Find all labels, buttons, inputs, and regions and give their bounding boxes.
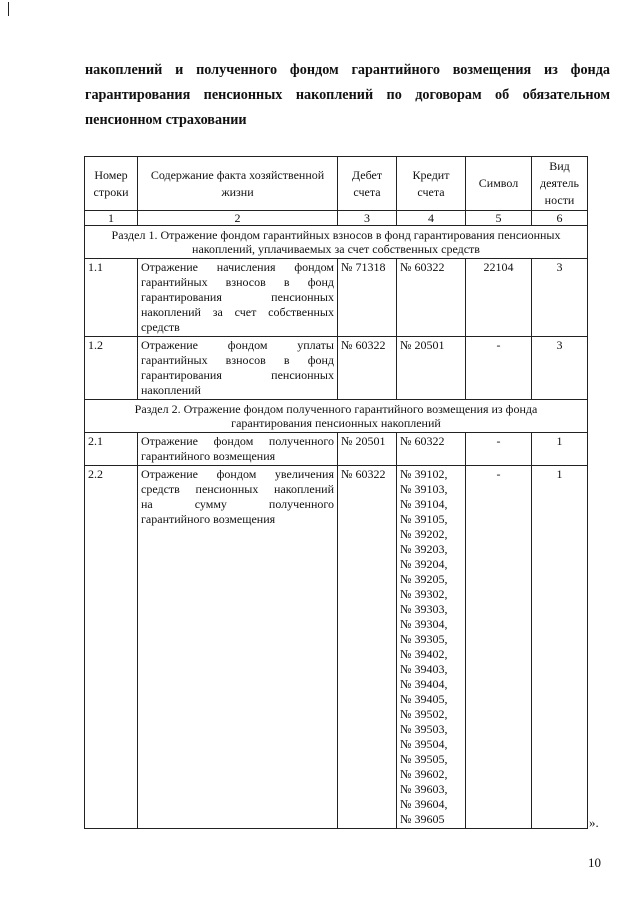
margin-mark xyxy=(8,2,9,16)
section-title xyxy=(85,226,588,259)
section-title-line: накоплений, уплачиваемых за счет собственных средств xyxy=(192,242,480,256)
table-row xyxy=(85,433,588,466)
credit-account-item: № 39402, xyxy=(400,647,448,661)
row-number: 2.2 xyxy=(85,466,138,829)
description-line: средств пенсионных накоплений xyxy=(141,482,334,496)
credit-account-item: № 60322 xyxy=(400,434,445,448)
section-title-line: Раздел 1. Отражение фондом гарантийных взносов в фонд гарантирования пенсионных xyxy=(111,228,561,242)
description-line: накоплений xyxy=(141,383,201,397)
description-line: гарантийных взносов в фонд xyxy=(141,353,334,367)
row-number: 2.1 xyxy=(85,433,138,466)
description-line: на сумму полученного xyxy=(141,497,334,511)
section-title xyxy=(85,400,588,433)
section-title-row xyxy=(85,226,588,259)
credit-account-item: № 39503, xyxy=(400,722,448,736)
column-number: 4 xyxy=(397,211,466,226)
description-line: Отражение фондом полученного xyxy=(141,434,334,448)
description-line: гарантийного возмещения xyxy=(141,512,276,526)
credit-account-item: № 39504, xyxy=(400,737,448,751)
credit-account xyxy=(397,259,466,337)
heading-line: накоплений и полученного фондом гарантийного возмещения из фонда xyxy=(85,62,610,78)
description-line: гарантирования пенсионных xyxy=(141,290,334,304)
description-line: гарантийного возмещения xyxy=(141,449,276,463)
row-description xyxy=(138,259,338,337)
credit-account-item: № 39404, xyxy=(400,677,448,691)
row-description xyxy=(138,433,338,466)
credit-account-item: № 39303, xyxy=(400,602,448,616)
description-line: Отражение фондом уплаты xyxy=(141,338,334,352)
description-line: Отражение начисления фондом xyxy=(141,260,334,274)
activity-cell: 3 xyxy=(532,259,588,337)
section-title-row xyxy=(85,400,588,433)
credit-account-item: № 39403, xyxy=(400,662,448,676)
credit-account-item: № 39304, xyxy=(400,617,448,631)
debit-account: № 20501 xyxy=(338,433,397,466)
activity-cell: 3 xyxy=(532,337,588,400)
header-activity: Вид деятель ности xyxy=(532,157,588,211)
symbol-cell: - xyxy=(466,433,532,466)
credit-account-item: № 20501 xyxy=(400,338,445,352)
credit-account-item: № 39102, xyxy=(400,467,448,481)
column-number: 1 xyxy=(85,211,138,226)
symbol-cell: - xyxy=(466,466,532,829)
document-heading xyxy=(85,58,610,133)
column-number: 2 xyxy=(138,211,338,226)
credit-account-item: № 39305, xyxy=(400,632,448,646)
credit-account-item: № 39604, xyxy=(400,797,448,811)
section-title-line: Раздел 2. Отражение фондом полученного гарантийного возмещения из фонда xyxy=(134,402,538,416)
credit-account-item: № 39505, xyxy=(400,752,448,766)
description-line: средств xyxy=(141,320,180,334)
column-number: 6 xyxy=(532,211,588,226)
description-line: Отражение фондом увеличения xyxy=(141,467,334,481)
heading-line: гарантирования пенсионных накоплений по договорам об обязательном xyxy=(85,87,610,103)
heading-line: пенсионном страховании xyxy=(85,112,247,128)
row-number: 1.1 xyxy=(85,259,138,337)
credit-account-item: № 39405, xyxy=(400,692,448,706)
credit-account-item: № 39105, xyxy=(400,512,448,526)
credit-account-list xyxy=(397,466,466,829)
credit-account-item: № 39103, xyxy=(400,482,448,496)
table-row xyxy=(85,337,588,400)
credit-account xyxy=(397,337,466,400)
credit-account-item: № 39603, xyxy=(400,782,448,796)
credit-account-item: № 39202, xyxy=(400,527,448,541)
activity-cell: 1 xyxy=(532,466,588,829)
page-number: 10 xyxy=(588,855,601,870)
table-header-row xyxy=(85,157,588,211)
credit-account-item: № 39205, xyxy=(400,572,448,586)
closing-quote-mark: ». xyxy=(589,815,599,830)
symbol-cell: 22104 xyxy=(466,259,532,337)
debit-account: № 60322 xyxy=(338,466,397,829)
symbol-cell: - xyxy=(466,337,532,400)
credit-account-item: № 39204, xyxy=(400,557,448,571)
section-title-line: гарантирования пенсионных накоплений xyxy=(231,416,441,430)
column-number-row xyxy=(85,211,588,226)
table-row xyxy=(85,259,588,337)
credit-account-item: № 39605 xyxy=(400,812,445,826)
header-row-number: Номер строки xyxy=(85,157,138,211)
debit-account: № 71318 xyxy=(338,259,397,337)
credit-account-item: № 39104, xyxy=(400,497,448,511)
accounting-entries-table xyxy=(84,156,588,829)
row-description xyxy=(138,337,338,400)
description-line: гарантирования пенсионных xyxy=(141,368,334,382)
credit-account-item: № 60322 xyxy=(400,260,445,274)
header-symbol: Символ xyxy=(466,157,532,211)
column-number: 5 xyxy=(466,211,532,226)
credit-account xyxy=(397,433,466,466)
row-number: 1.2 xyxy=(85,337,138,400)
table-row xyxy=(85,466,588,829)
activity-cell: 1 xyxy=(532,433,588,466)
credit-account-item: № 39203, xyxy=(400,542,448,556)
credit-account-item: № 39502, xyxy=(400,707,448,721)
credit-account-item: № 39602, xyxy=(400,767,448,781)
row-description xyxy=(138,466,338,829)
description-line: гарантийных взносов в фонд xyxy=(141,275,334,289)
header-content: Содержание факта хозяйственной жизни xyxy=(138,157,338,211)
credit-account-item: № 39302, xyxy=(400,587,448,601)
header-credit: Кредит счета xyxy=(397,157,466,211)
column-number: 3 xyxy=(338,211,397,226)
debit-account: № 60322 xyxy=(338,337,397,400)
header-debit: Дебет счета xyxy=(338,157,397,211)
description-line: накоплений за счет собственных xyxy=(141,305,334,319)
